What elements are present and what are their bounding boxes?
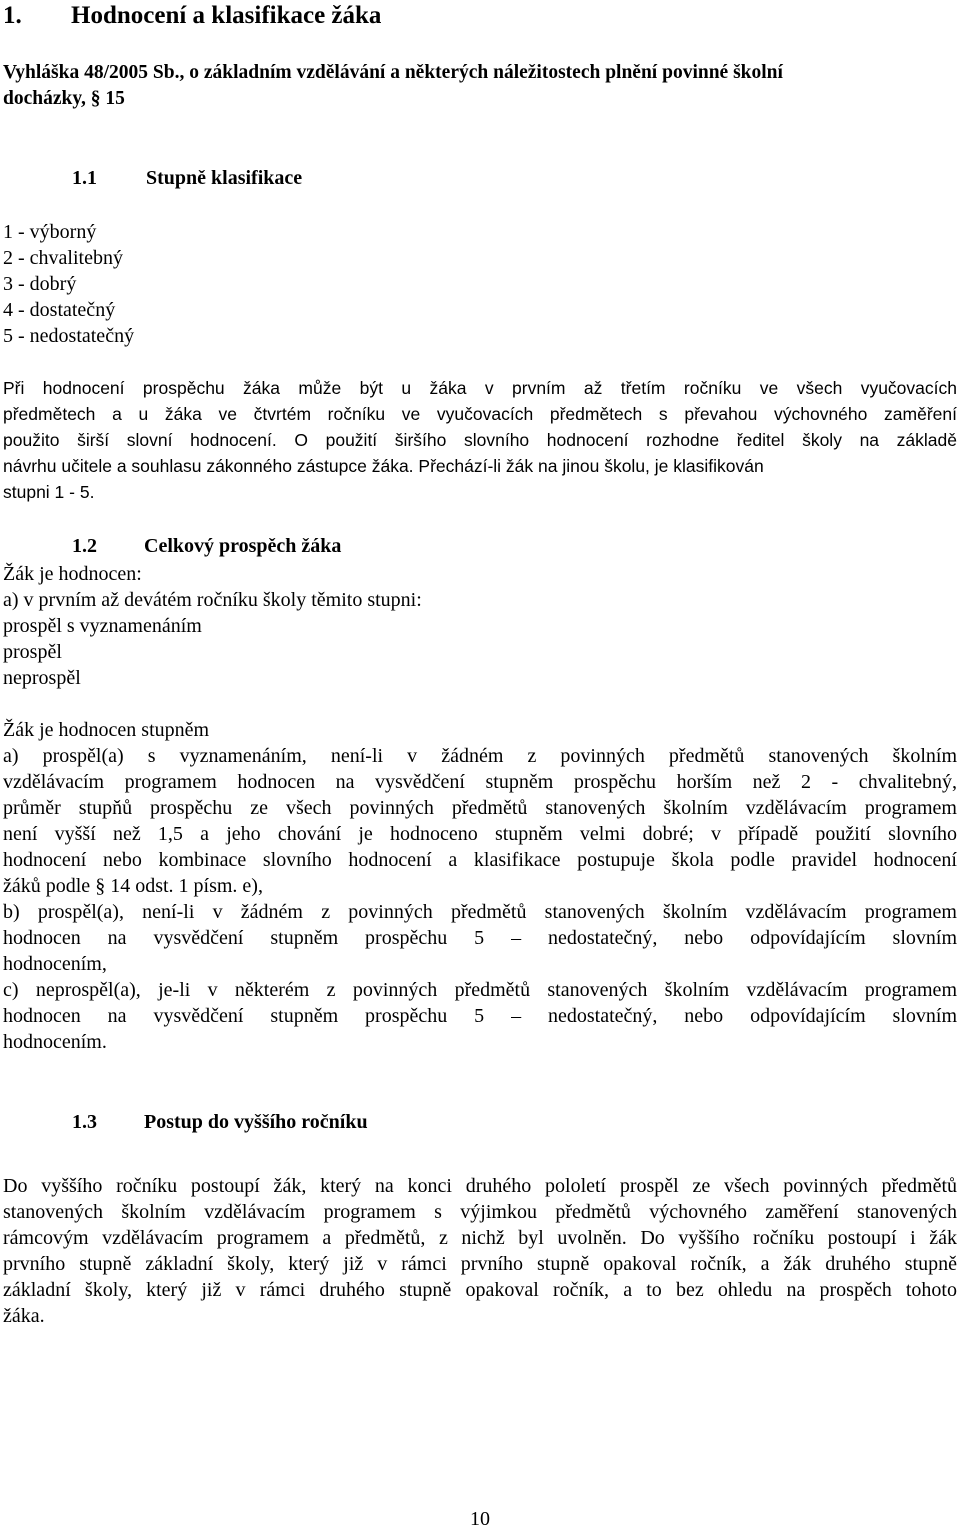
- point-line: hodnocením.: [3, 1031, 107, 1053]
- grade-item: 4 - dostatečný: [3, 299, 116, 321]
- section-1-3-number: 1.3: [72, 1111, 97, 1133]
- paragraph-line: stupni 1 - 5.: [3, 482, 95, 502]
- page-heading: [3, 2, 381, 30]
- paragraph-line: předmětech a u žáka ve čtvrtém ročníku ve vyučovacích předmětech s převahou výchovného zaměření: [3, 404, 957, 424]
- paragraph-line: prvního stupně základní školy, který již v rámci prvního stupně opakoval ročník, a žák druhého stupně: [3, 1253, 957, 1275]
- grade-item: 3 - dobrý: [3, 273, 77, 295]
- section-1-2-number: 1.2: [72, 535, 97, 557]
- result-option: neprospěl: [3, 667, 81, 689]
- point-line: není vyšší než 1,5 a jeho chování je hodnoceno stupněm velmi dobré; v případě použití slovního: [3, 823, 957, 845]
- point-line: c) neprospěl(a), je-li v některém z povinných předmětů stanovených školním vzdělávacím programem: [3, 979, 957, 1001]
- section-1-1-title: Stupně klasifikace: [146, 167, 303, 189]
- point-line: vzdělávacím programem hodnocen na vysvědčení stupněm prospěchu horším než 2 - chvalitebný,: [3, 771, 957, 793]
- section-1-1-paragraph: [3, 375, 957, 505]
- section-1-1-heading: [72, 167, 302, 190]
- point-line: žáků podle § 14 odst. 1 písm. e),: [3, 875, 263, 897]
- grade-item: 2 - chvalitebný: [3, 247, 123, 269]
- section-1-3-paragraph: [3, 1173, 957, 1329]
- section-1-2-points: [3, 743, 957, 1055]
- stage-heading: Žák je hodnocen stupněm: [3, 719, 210, 741]
- point-line: hodnocení nebo kombinace slovního hodnocení a klasifikace postupuje škola podle pravidel hodnocení: [3, 849, 957, 871]
- section-1-2-intro: [3, 561, 422, 691]
- paragraph-line: stanovených školním vzdělávacím programem s výjimkou předmětů výchovného zaměření stanovených: [3, 1201, 957, 1223]
- paragraph-line: žáka.: [3, 1305, 45, 1327]
- point-line: b) prospěl(a), není-li v žádném z povinných předmětů stanovených školním vzdělávacím programem: [3, 901, 957, 923]
- point-line: hodnocen na vysvědčení stupněm prospěchu 5 – nedostatečný, nebo odpovídajícím slovním: [3, 1005, 957, 1027]
- point-line: průměr stupňů prospěchu ze všech povinných předmětů stanovených školním vzdělávacím programem: [3, 797, 957, 819]
- paragraph-line: rámcovým vzdělávacím programem a předmětů, z nichž byl uvolněn. Do vyššího ročníku postoupí i žák: [3, 1227, 957, 1249]
- section-1-2-title: Celkový prospěch žáka: [144, 535, 342, 557]
- paragraph-line: Do vyššího ročníku postoupí žák, který na konci druhého pololetí prospěl ze všech povinných předmětů: [3, 1175, 957, 1197]
- section-1-3-heading: [72, 1111, 368, 1134]
- grade-list: [3, 219, 134, 349]
- sub-a-line: a) v prvním až devátém ročníku školy těmito stupni:: [3, 589, 422, 611]
- page-number: 10: [470, 1508, 490, 1530]
- section-1-3-title: Postup do vyššího ročníku: [144, 1111, 368, 1133]
- heading-title: Hodnocení a klasifikace žáka: [71, 2, 382, 29]
- grade-item: 5 - nedostatečný: [3, 325, 135, 347]
- result-option: prospěl: [3, 641, 62, 663]
- result-option: prospěl s vyznamenáním: [3, 615, 202, 637]
- paragraph-line: návrhu učitele a souhlasu zákonného zástupce žáka. Přechází-li žák na jinou školu, je klasifikován: [3, 456, 764, 476]
- point-line: hodnocením,: [3, 953, 107, 975]
- grade-item: 1 - výborný: [3, 221, 97, 243]
- decree-line-2: docházky, § 15: [3, 88, 125, 109]
- paragraph-line: použito širší slovní hodnocení. O použití širšího slovního hodnocení rozhodne ředitel školy na základě: [3, 430, 957, 450]
- intro-line: Žák je hodnocen:: [3, 563, 142, 585]
- paragraph-line: základní školy, který již v rámci druhého stupně opakoval ročník, a to bez ohledu na prospěch tohoto: [3, 1279, 957, 1301]
- section-1-2-heading: [72, 535, 341, 558]
- heading-number: 1.: [3, 2, 22, 29]
- decree-line-1: Vyhláška 48/2005 Sb., o základním vzdělávání a některých náležitostech plnění povinné školní: [3, 62, 783, 83]
- paragraph-line: Při hodnocení prospěchu žáka může být u žáka v prvním až třetím ročníku ve všech vyučovacích: [3, 378, 957, 398]
- point-line: a) prospěl(a) s vyznamenáním, není-li v žádném z povinných předmětů stanovených školním: [3, 745, 957, 767]
- point-line: hodnocen na vysvědčení stupněm prospěchu 5 – nedostatečný, nebo odpovídajícím slovním: [3, 927, 957, 949]
- section-1-1-number: 1.1: [72, 167, 97, 189]
